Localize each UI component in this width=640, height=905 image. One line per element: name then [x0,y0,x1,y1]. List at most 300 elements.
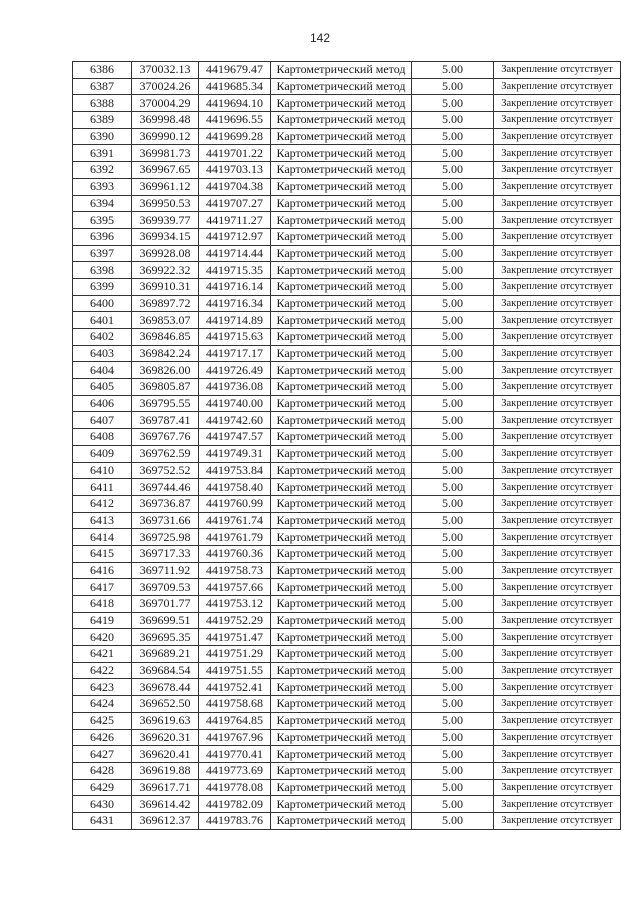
y-coordinate-cell: 4419696.55 [199,112,271,129]
table-row [73,562,621,579]
accuracy-cell: 5.00 [412,162,494,179]
y-coordinate-cell: 4419747.57 [199,429,271,446]
table-row [73,345,621,362]
x-coordinate-cell: 369652.50 [132,696,199,713]
x-coordinate-cell: 369842.24 [132,345,199,362]
fixing-description-cell: Закрепление отсутствует [494,245,621,262]
y-coordinate-cell: 4419715.35 [199,262,271,279]
y-coordinate-cell: 4419679.47 [199,62,271,79]
table-row [73,178,621,195]
method-cell: Картометрический метод [271,162,412,179]
coordinates-table-body [73,62,621,830]
page-number: 142 [309,31,331,45]
fixing-description-cell: Закрепление отсутствует [494,679,621,696]
fixing-description-cell: Закрепление отсутствует [494,696,621,713]
accuracy-cell: 5.00 [412,145,494,162]
y-coordinate-cell: 4419782.09 [199,796,271,813]
fixing-description-cell: Закрепление отсутствует [494,429,621,446]
method-cell: Картометрический метод [271,62,412,79]
fixing-description-cell: Закрепление отсутствует [494,562,621,579]
x-coordinate-cell: 369939.77 [132,212,199,229]
x-coordinate-cell: 369701.77 [132,596,199,613]
x-coordinate-cell: 369699.51 [132,612,199,629]
point-number-cell: 6418 [73,596,132,613]
table-row [73,195,621,212]
method-cell: Картометрический метод [271,262,412,279]
method-cell: Картометрический метод [271,495,412,512]
y-coordinate-cell: 4419760.36 [199,545,271,562]
accuracy-cell: 5.00 [412,779,494,796]
fixing-description-cell: Закрепление отсутствует [494,312,621,329]
x-coordinate-cell: 369620.31 [132,729,199,746]
method-cell: Картометрический метод [271,729,412,746]
y-coordinate-cell: 4419712.97 [199,228,271,245]
accuracy-cell: 5.00 [412,362,494,379]
fixing-description-cell: Закрепление отсутствует [494,629,621,646]
x-coordinate-cell: 370024.26 [132,78,199,95]
fixing-description-cell: Закрепление отсутствует [494,812,621,829]
y-coordinate-cell: 4419742.60 [199,412,271,429]
fixing-description-cell: Закрепление отсутствует [494,596,621,613]
fixing-description-cell: Закрепление отсутствует [494,145,621,162]
method-cell: Картометрический метод [271,178,412,195]
point-number-cell: 6387 [73,78,132,95]
accuracy-cell: 5.00 [412,612,494,629]
point-number-cell: 6430 [73,796,132,813]
x-coordinate-cell: 369853.07 [132,312,199,329]
fixing-description-cell: Закрепление отсутствует [494,662,621,679]
point-number-cell: 6400 [73,295,132,312]
method-cell: Картометрический метод [271,295,412,312]
x-coordinate-cell: 369846.85 [132,329,199,346]
point-number-cell: 6411 [73,479,132,496]
accuracy-cell: 5.00 [412,329,494,346]
table-row [73,362,621,379]
point-number-cell: 6391 [73,145,132,162]
point-number-cell: 6424 [73,696,132,713]
fixing-description-cell: Закрепление отсутствует [494,345,621,362]
table-row [73,379,621,396]
accuracy-cell: 5.00 [412,228,494,245]
table-row [73,796,621,813]
method-cell: Картометрический метод [271,228,412,245]
x-coordinate-cell: 369805.87 [132,379,199,396]
fixing-description-cell: Закрепление отсутствует [494,512,621,529]
fixing-description-cell: Закрепление отсутствует [494,545,621,562]
fixing-description-cell: Закрепление отсутствует [494,178,621,195]
x-coordinate-cell: 369612.37 [132,812,199,829]
method-cell: Картометрический метод [271,362,412,379]
table-row [73,479,621,496]
table-row [73,295,621,312]
point-number-cell: 6405 [73,379,132,396]
x-coordinate-cell: 369967.65 [132,162,199,179]
y-coordinate-cell: 4419716.14 [199,278,271,295]
table-row [73,329,621,346]
x-coordinate-cell: 369731.66 [132,512,199,529]
fixing-description-cell: Закрепление отсутствует [494,762,621,779]
fixing-description-cell: Закрепление отсутствует [494,746,621,763]
point-number-cell: 6396 [73,228,132,245]
accuracy-cell: 5.00 [412,178,494,195]
x-coordinate-cell: 369762.59 [132,445,199,462]
method-cell: Картометрический метод [271,512,412,529]
fixing-description-cell: Закрепление отсутствует [494,262,621,279]
point-number-cell: 6409 [73,445,132,462]
table-row [73,128,621,145]
x-coordinate-cell: 369678.44 [132,679,199,696]
method-cell: Картометрический метод [271,395,412,412]
method-cell: Картометрический метод [271,596,412,613]
point-number-cell: 6415 [73,545,132,562]
accuracy-cell: 5.00 [412,128,494,145]
point-number-cell: 6404 [73,362,132,379]
table-row [73,729,621,746]
fixing-description-cell: Закрепление отсутствует [494,78,621,95]
method-cell: Картометрический метод [271,796,412,813]
method-cell: Картометрический метод [271,278,412,295]
point-number-cell: 6399 [73,278,132,295]
x-coordinate-cell: 369709.53 [132,579,199,596]
table-row [73,212,621,229]
method-cell: Картометрический метод [271,612,412,629]
accuracy-cell: 5.00 [412,479,494,496]
point-number-cell: 6401 [73,312,132,329]
fixing-description-cell: Закрепление отсутствует [494,445,621,462]
x-coordinate-cell: 369689.21 [132,646,199,663]
point-number-cell: 6408 [73,429,132,446]
point-number-cell: 6422 [73,662,132,679]
point-number-cell: 6419 [73,612,132,629]
accuracy-cell: 5.00 [412,278,494,295]
method-cell: Картометрический метод [271,78,412,95]
table-row [73,812,621,829]
x-coordinate-cell: 369998.48 [132,112,199,129]
accuracy-cell: 5.00 [412,95,494,112]
y-coordinate-cell: 4419778.08 [199,779,271,796]
y-coordinate-cell: 4419717.17 [199,345,271,362]
y-coordinate-cell: 4419714.89 [199,312,271,329]
table-row [73,646,621,663]
method-cell: Картометрический метод [271,128,412,145]
accuracy-cell: 5.00 [412,562,494,579]
y-coordinate-cell: 4419701.22 [199,145,271,162]
fixing-description-cell: Закрепление отсутствует [494,395,621,412]
accuracy-cell: 5.00 [412,812,494,829]
y-coordinate-cell: 4419711.27 [199,212,271,229]
y-coordinate-cell: 4419714.44 [199,245,271,262]
table-row [73,612,621,629]
table-row [73,62,621,79]
fixing-description-cell: Закрепление отсутствует [494,529,621,546]
table-row [73,512,621,529]
x-coordinate-cell: 369744.46 [132,479,199,496]
table-row [73,779,621,796]
y-coordinate-cell: 4419703.13 [199,162,271,179]
fixing-description-cell: Закрепление отсутствует [494,212,621,229]
x-coordinate-cell: 369910.31 [132,278,199,295]
x-coordinate-cell: 369684.54 [132,662,199,679]
table-row [73,278,621,295]
accuracy-cell: 5.00 [412,195,494,212]
fixing-description-cell: Закрепление отсутствует [494,712,621,729]
accuracy-cell: 5.00 [412,429,494,446]
table-row [73,662,621,679]
accuracy-cell: 5.00 [412,445,494,462]
fixing-description-cell: Закрепление отсутствует [494,379,621,396]
table-row [73,462,621,479]
x-coordinate-cell: 369826.00 [132,362,199,379]
y-coordinate-cell: 4419757.66 [199,579,271,596]
y-coordinate-cell: 4419758.40 [199,479,271,496]
y-coordinate-cell: 4419764.85 [199,712,271,729]
y-coordinate-cell: 4419770.41 [199,746,271,763]
y-coordinate-cell: 4419704.38 [199,178,271,195]
fixing-description-cell: Закрепление отсутствует [494,729,621,746]
method-cell: Картометрический метод [271,329,412,346]
method-cell: Картометрический метод [271,429,412,446]
point-number-cell: 6395 [73,212,132,229]
y-coordinate-cell: 4419751.47 [199,629,271,646]
accuracy-cell: 5.00 [412,395,494,412]
fixing-description-cell: Закрепление отсутствует [494,796,621,813]
x-coordinate-cell: 369619.63 [132,712,199,729]
table-row [73,629,621,646]
accuracy-cell: 5.00 [412,62,494,79]
accuracy-cell: 5.00 [412,646,494,663]
fixing-description-cell: Закрепление отсутствует [494,228,621,245]
method-cell: Картометрический метод [271,662,412,679]
y-coordinate-cell: 4419783.76 [199,812,271,829]
y-coordinate-cell: 4419758.73 [199,562,271,579]
method-cell: Картометрический метод [271,646,412,663]
method-cell: Картометрический метод [271,479,412,496]
y-coordinate-cell: 4419726.49 [199,362,271,379]
y-coordinate-cell: 4419760.99 [199,495,271,512]
method-cell: Картометрический метод [271,779,412,796]
table-row [73,529,621,546]
fixing-description-cell: Закрепление отсутствует [494,612,621,629]
method-cell: Картометрический метод [271,412,412,429]
table-row [73,112,621,129]
y-coordinate-cell: 4419758.68 [199,696,271,713]
accuracy-cell: 5.00 [412,696,494,713]
x-coordinate-cell: 369717.33 [132,545,199,562]
x-coordinate-cell: 369617.71 [132,779,199,796]
point-number-cell: 6388 [73,95,132,112]
accuracy-cell: 5.00 [412,596,494,613]
method-cell: Картометрический метод [271,379,412,396]
x-coordinate-cell: 369736.87 [132,495,199,512]
point-number-cell: 6398 [73,262,132,279]
accuracy-cell: 5.00 [412,462,494,479]
x-coordinate-cell: 369928.08 [132,245,199,262]
point-number-cell: 6421 [73,646,132,663]
method-cell: Картометрический метод [271,579,412,596]
method-cell: Картометрический метод [271,562,412,579]
table-row [73,78,621,95]
table-row [73,762,621,779]
point-number-cell: 6390 [73,128,132,145]
method-cell: Картометрический метод [271,345,412,362]
fixing-description-cell: Закрепление отсутствует [494,362,621,379]
x-coordinate-cell: 369767.76 [132,429,199,446]
point-number-cell: 6394 [73,195,132,212]
point-number-cell: 6426 [73,729,132,746]
method-cell: Картометрический метод [271,112,412,129]
table-row [73,228,621,245]
x-coordinate-cell: 369897.72 [132,295,199,312]
fixing-description-cell: Закрепление отсутствует [494,495,621,512]
table-row [73,95,621,112]
x-coordinate-cell: 369950.53 [132,195,199,212]
method-cell: Картометрический метод [271,145,412,162]
point-number-cell: 6393 [73,178,132,195]
accuracy-cell: 5.00 [412,746,494,763]
accuracy-cell: 5.00 [412,112,494,129]
table-row [73,412,621,429]
fixing-description-cell: Закрепление отсутствует [494,278,621,295]
y-coordinate-cell: 4419736.08 [199,379,271,396]
fixing-description-cell: Закрепление отсутствует [494,779,621,796]
table-row [73,596,621,613]
accuracy-cell: 5.00 [412,295,494,312]
table-row [73,445,621,462]
method-cell: Картометрический метод [271,629,412,646]
point-number-cell: 6416 [73,562,132,579]
x-coordinate-cell: 370032.13 [132,62,199,79]
method-cell: Картометрический метод [271,195,412,212]
table-row [73,262,621,279]
y-coordinate-cell: 4419707.27 [199,195,271,212]
table-row [73,679,621,696]
fixing-description-cell: Закрепление отсутствует [494,112,621,129]
method-cell: Картометрический метод [271,545,412,562]
y-coordinate-cell: 4419761.74 [199,512,271,529]
fixing-description-cell: Закрепление отсутствует [494,95,621,112]
table-row [73,495,621,512]
x-coordinate-cell: 369752.52 [132,462,199,479]
x-coordinate-cell: 369981.73 [132,145,199,162]
y-coordinate-cell: 4419752.29 [199,612,271,629]
table-row [73,145,621,162]
x-coordinate-cell: 369695.35 [132,629,199,646]
accuracy-cell: 5.00 [412,629,494,646]
point-number-cell: 6412 [73,495,132,512]
point-number-cell: 6402 [73,329,132,346]
accuracy-cell: 5.00 [412,78,494,95]
accuracy-cell: 5.00 [412,262,494,279]
y-coordinate-cell: 4419716.34 [199,295,271,312]
point-number-cell: 6389 [73,112,132,129]
coordinates-table [72,61,621,830]
method-cell: Картометрический метод [271,746,412,763]
y-coordinate-cell: 4419740.00 [199,395,271,412]
y-coordinate-cell: 4419752.41 [199,679,271,696]
point-number-cell: 6423 [73,679,132,696]
point-number-cell: 6414 [73,529,132,546]
y-coordinate-cell: 4419715.63 [199,329,271,346]
accuracy-cell: 5.00 [412,579,494,596]
fixing-description-cell: Закрепление отсутствует [494,162,621,179]
fixing-description-cell: Закрепление отсутствует [494,579,621,596]
accuracy-cell: 5.00 [412,712,494,729]
accuracy-cell: 5.00 [412,512,494,529]
fixing-description-cell: Закрепление отсутствует [494,128,621,145]
x-coordinate-cell: 369961.12 [132,178,199,195]
x-coordinate-cell: 369614.42 [132,796,199,813]
y-coordinate-cell: 4419685.34 [199,78,271,95]
point-number-cell: 6410 [73,462,132,479]
method-cell: Картометрический метод [271,762,412,779]
x-coordinate-cell: 369711.92 [132,562,199,579]
point-number-cell: 6406 [73,395,132,412]
accuracy-cell: 5.00 [412,662,494,679]
y-coordinate-cell: 4419753.12 [199,596,271,613]
y-coordinate-cell: 4419751.29 [199,646,271,663]
accuracy-cell: 5.00 [412,312,494,329]
table-row [73,245,621,262]
fixing-description-cell: Закрепление отсутствует [494,412,621,429]
table-row [73,545,621,562]
accuracy-cell: 5.00 [412,679,494,696]
y-coordinate-cell: 4419753.84 [199,462,271,479]
point-number-cell: 6386 [73,62,132,79]
table-row [73,712,621,729]
x-coordinate-cell: 369934.15 [132,228,199,245]
method-cell: Картометрический метод [271,529,412,546]
point-number-cell: 6428 [73,762,132,779]
method-cell: Картометрический метод [271,679,412,696]
fixing-description-cell: Закрепление отсутствует [494,479,621,496]
x-coordinate-cell: 369795.55 [132,395,199,412]
method-cell: Картометрический метод [271,312,412,329]
y-coordinate-cell: 4419699.28 [199,128,271,145]
point-number-cell: 6420 [73,629,132,646]
y-coordinate-cell: 4419749.31 [199,445,271,462]
method-cell: Картометрический метод [271,245,412,262]
point-number-cell: 6403 [73,345,132,362]
y-coordinate-cell: 4419751.55 [199,662,271,679]
point-number-cell: 6397 [73,245,132,262]
fixing-description-cell: Закрепление отсутствует [494,195,621,212]
table-row [73,746,621,763]
accuracy-cell: 5.00 [412,379,494,396]
method-cell: Картометрический метод [271,712,412,729]
y-coordinate-cell: 4419773.69 [199,762,271,779]
table-row [73,162,621,179]
table-row [73,312,621,329]
point-number-cell: 6427 [73,746,132,763]
table-row [73,395,621,412]
fixing-description-cell: Закрепление отсутствует [494,462,621,479]
accuracy-cell: 5.00 [412,345,494,362]
point-number-cell: 6413 [73,512,132,529]
accuracy-cell: 5.00 [412,762,494,779]
method-cell: Картометрический метод [271,95,412,112]
accuracy-cell: 5.00 [412,729,494,746]
method-cell: Картометрический метод [271,696,412,713]
method-cell: Картометрический метод [271,212,412,229]
fixing-description-cell: Закрепление отсутствует [494,646,621,663]
method-cell: Картометрический метод [271,812,412,829]
y-coordinate-cell: 4419694.10 [199,95,271,112]
point-number-cell: 6429 [73,779,132,796]
accuracy-cell: 5.00 [412,412,494,429]
y-coordinate-cell: 4419767.96 [199,729,271,746]
method-cell: Картометрический метод [271,445,412,462]
point-number-cell: 6425 [73,712,132,729]
